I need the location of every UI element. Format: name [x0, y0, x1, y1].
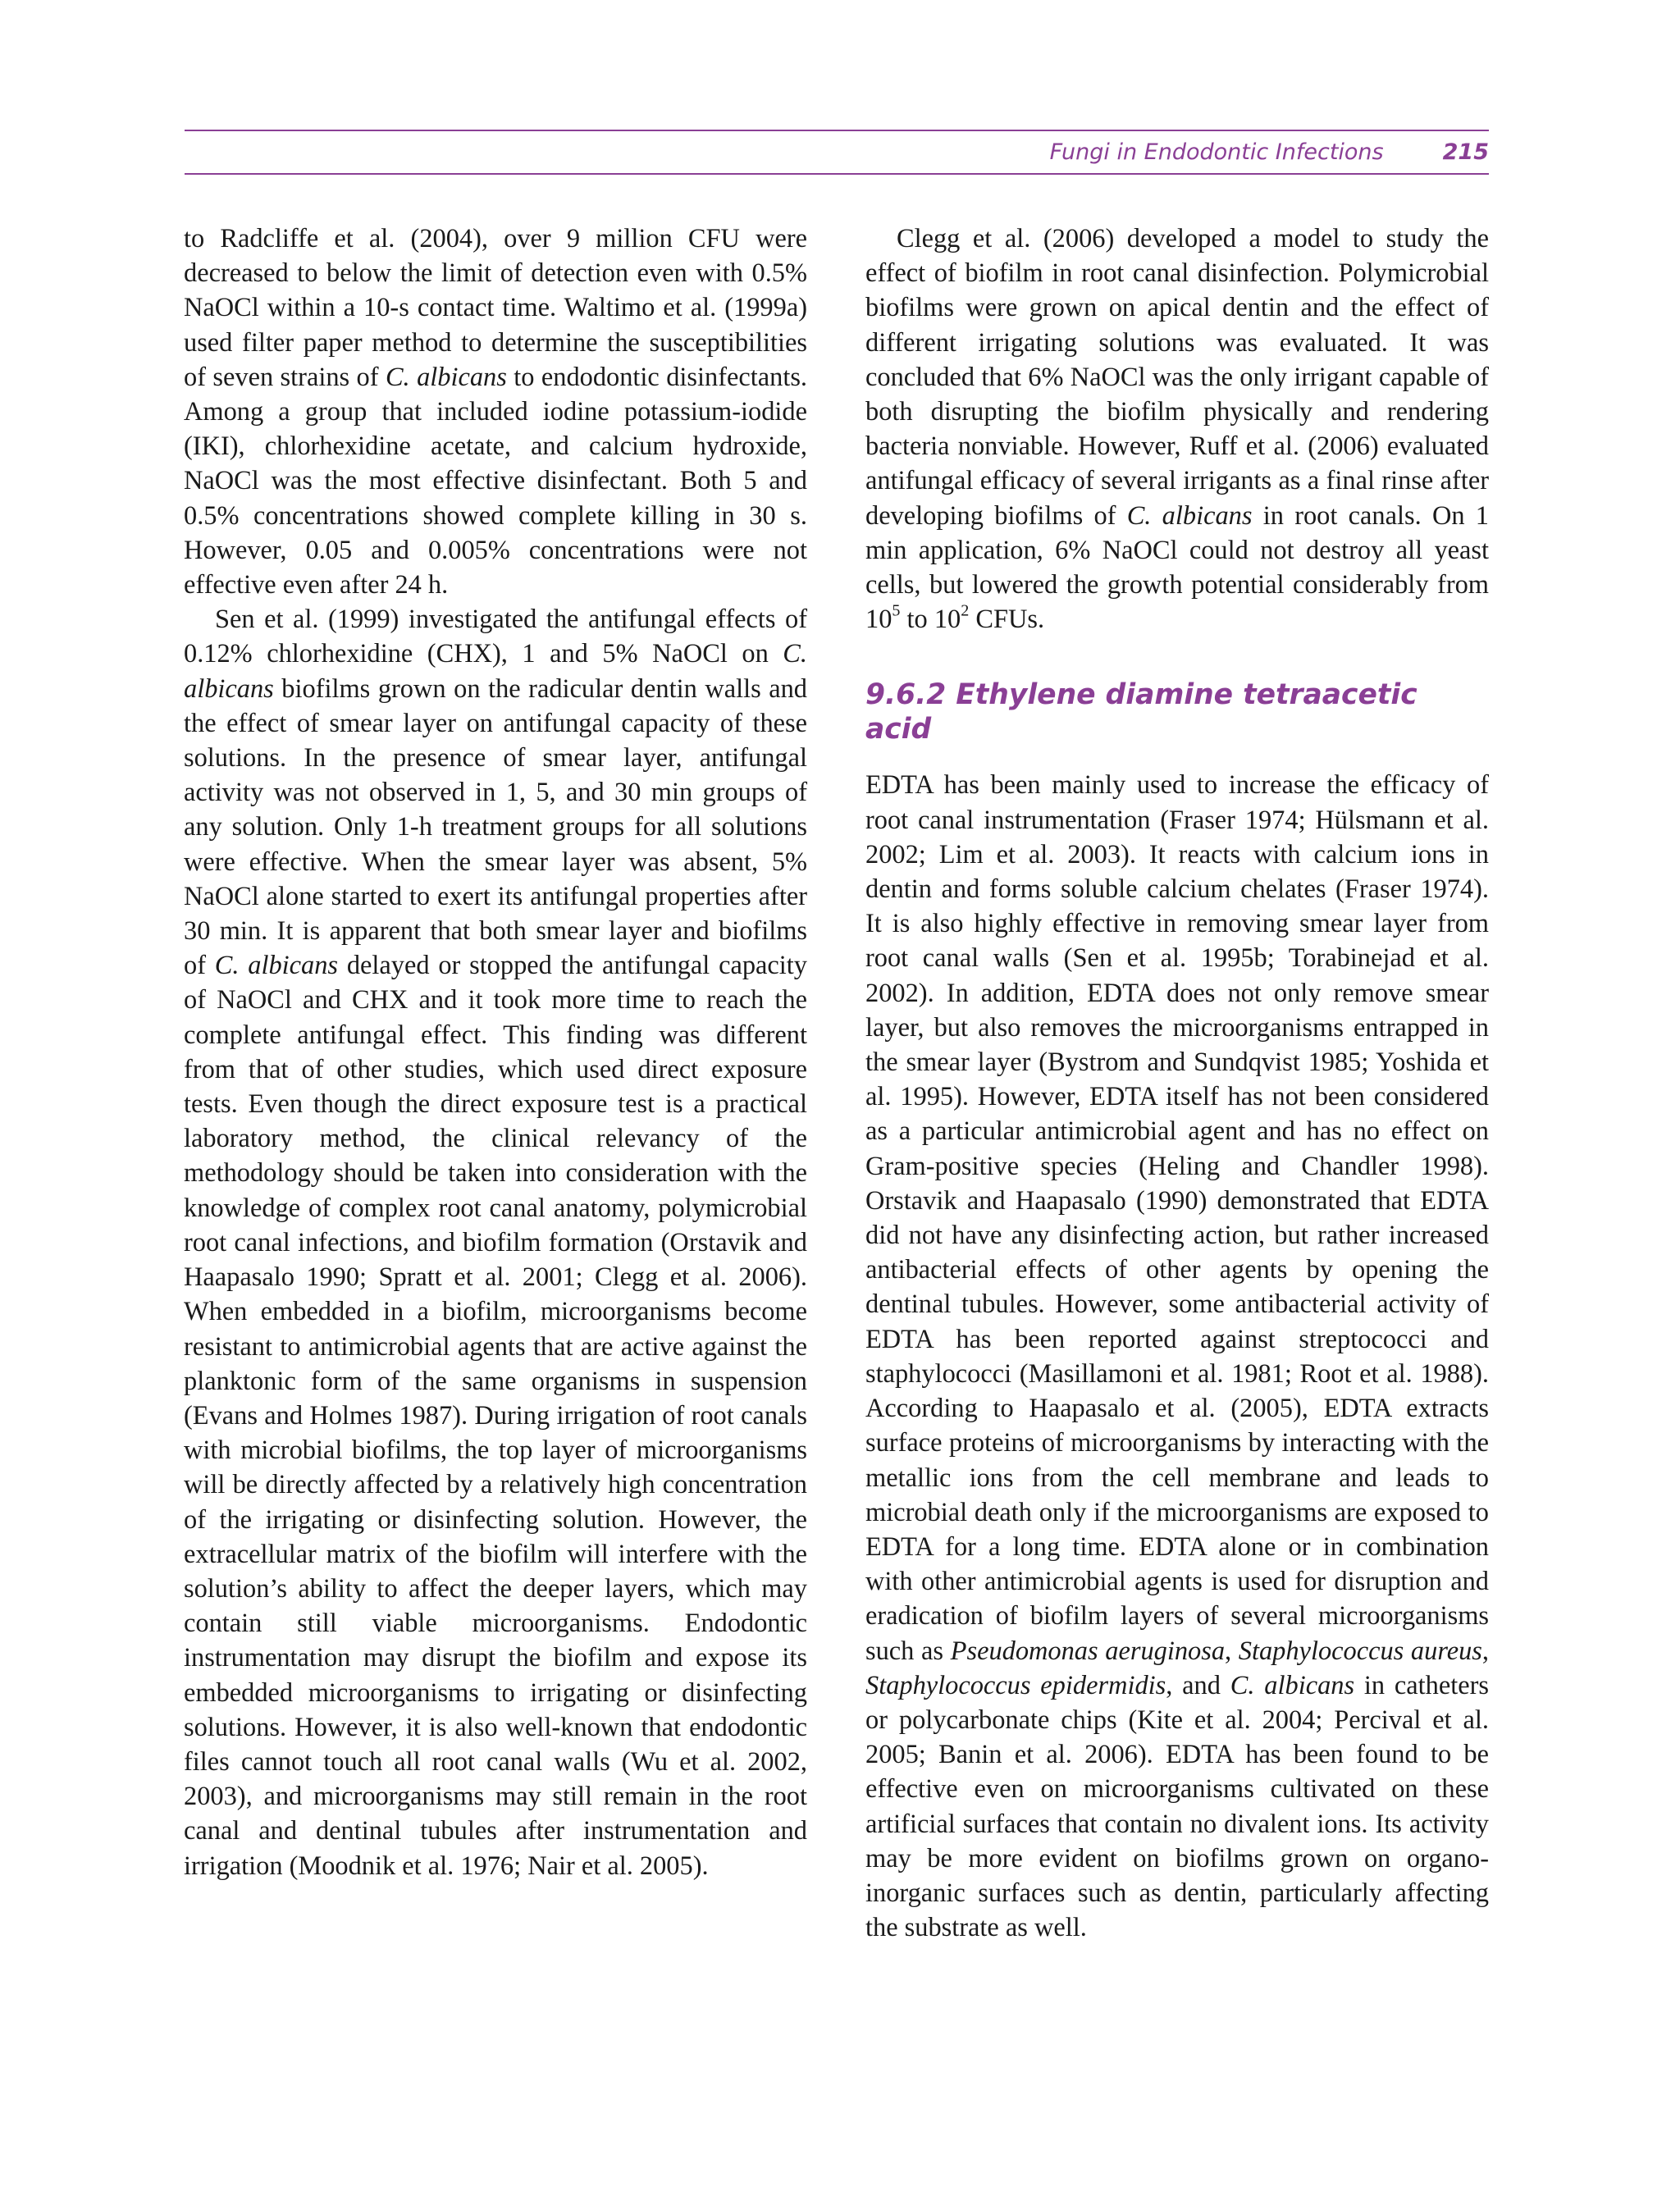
- page-number: 215: [1442, 139, 1489, 165]
- species-name: C. albicans: [385, 362, 507, 392]
- header-rule-top: [185, 130, 1489, 131]
- species-name: C. albicans: [1126, 500, 1253, 531]
- running-head: [1050, 135, 1489, 169]
- left-column: [184, 221, 807, 1883]
- species-name: C. albicans: [1230, 1670, 1355, 1700]
- exponent: 2: [961, 601, 970, 620]
- species-name: Pseudomonas aeruginosa: [950, 1636, 1226, 1666]
- paragraph: Clegg et al. (2006) developed a model to study the effect of biofilm in root canal disinfection. Polymicrobial biofilms were grown on apical dentin and the effect of different irrigating solutions was evaluated. It was concluded that 6% NaOCl was the only irrigant capable of both disrupting the biofilm physically and rendering bacteria nonviable. However, Ruff et al. (2006) evaluated antifungal efficacy of several irrigants as a final rinse after developing biofilms of C. albicans in root canals. On 1 min application, 6% NaOCl could not destroy all yeast cells, but lowered the growth potential considerably from $10^5$ to $10^2$ CFUs.: [865, 224, 1490, 635]
- running-title: Fungi in Endodontic Infections: [1049, 139, 1384, 165]
- paragraph: EDTA has been mainly used to increase the efficacy of root canal instrumentation (Fraser 1974; Hülsmann et al. 2002; Lim et al. 2003). It reacts with calcium ions in dentin and forms soluble calcium chelates (Fraser 1974). It is also highly effective in removing smear layer from root canal walls (Sen et al. 1995b; Torabinejad et al. 2002). In addition, EDTA does not only remove smear layer, but also removes the microorganisms entrapped in the smear layer (Bystrom and Sundqvist 1985; Yoshida et al. 1995). However, EDTA itself has not been considered as a particular antimicrobial agent and has no effect on Gram-positive species (Heling and Chandler 1998). Orstavik and Haapasalo (1990) demonstrated that EDTA did not have any disinfecting action, but rather increased antibacterial effects of other agents by opening the dentinal tubules. However, some antibacterial activity of EDTA has been reported against streptococci and staphylococci (Masillamoni et al. 1981; Root et al. 1988). According to Haapasalo et al. (2005), EDTA extracts surface proteins of microorganisms by interacting with the metallic ions from the cell membrane and leads to microbial death only if the microorganisms are exposed to EDTA for a long time. EDTA alone or in combination with other antimicrobial agents is used for disruption and eradication of biofilm layers of several microorganisms such as Pseudomonas aeruginosa, Staphylococcus aureus, Staphylococcus epidermidis, and C. albicans in catheters or polycarbonate chips (Kite et al. 2004; Percival et al. 2005; Banin et al. 2006). EDTA has been found to be effective even on microorganisms cultivated on these artificial surfaces that contain no divalent ions. Its activity may be more evident on biofilms grown on organo-inorganic surfaces such as dentin, particularly affecting the substrate as well.: [865, 770, 1490, 1943]
- exponent: 5: [892, 601, 901, 620]
- species-name: Staphylococcus epidermidis: [865, 1670, 1166, 1700]
- species-name: C. albicans: [184, 639, 807, 704]
- species-name: Staphylococcus aureus: [1238, 1636, 1482, 1666]
- header-rule-bottom: [185, 173, 1489, 175]
- paragraph: Sen et al. (1999) investigated the antifungal effects of 0.12% chlorhexidine (CHX), 1 and 5% NaOCl on C. albicans biofilms grown on the radicular dentin walls and the effect of smear layer on antifungal capacity of these solutions. In the presence of smear layer, antifungal activity was not observed in 1, 5, and 30 min groups of any solution. Only 1-h treatment groups for all solutions were effective. When the smear layer was absent, 5% NaOCl alone started to exert its antifungal properties after 30 min. It is apparent that both smear layer and biofilms of C. albicans delayed or stopped the antifungal capacity of NaOCl and CHX and it took more time to reach the complete antifungal effect. This finding was different from that of other studies, which used direct exposure tests. Even though the direct exposure test is a practical laboratory method, the clinical relevancy of the methodology should be taken into consideration with the knowledge of complex root canal anatomy, polymicrobial root canal infections, and biofilm formation (Orstavik and Haapasalo 1990; Spratt et al. 2001; Clegg et al. 2006). When embedded in a biofilm, microorganisms become resistant to antimicrobial agents that are active against the planktonic form of the same organisms in suspension (Evans and Holmes 1987). During irrigation of root canals with microbial biofilms, the top layer of microorganisms will be directly affected by a relatively high concentration of the irrigating or disinfecting solution. However, the extracellular matrix of the biofilm will interfere with the solution’s ability to affect the deeper layers, which may contain still viable microorganisms. Endodontic instrumentation may disrupt the biofilm and expose its embedded microorganisms to irrigating or disinfecting solutions. However, it is also well-known that endodontic files cannot touch all root canal walls (Wu et al. 2002, 2003), and microorganisms may still remain in the root canal and dentinal tubules after instrumentation and irrigation (Moodnik et al. 1976; Nair et al. 2005).: [184, 605, 807, 1881]
- paragraph: to Radcliffe et al. (2004), over 9 million CFU were decreased to below the limit of detection even with 0.5% NaOCl within a 10-s contact time. Waltimo et al. (1999a) used filter paper method to determine the susceptibilities of seven strains of C. albicans to endodontic disinfectants. Among a group that included iodine potassium-iodide (IKI), chlorhexidine acetate, and calcium hydroxide, NaOCl was the most effective disinfectant. Both 5 and 0.5% concentrations showed complete killing in 30 s. However, 0.05 and 0.005% concentrations were not effective even after 24 h.: [184, 224, 808, 600]
- right-column: [865, 221, 1489, 1945]
- section-heading: 9.6.2 Ethylene diamine tetraacetic acid: [865, 678, 1418, 746]
- species-name: C. albicans: [214, 951, 339, 981]
